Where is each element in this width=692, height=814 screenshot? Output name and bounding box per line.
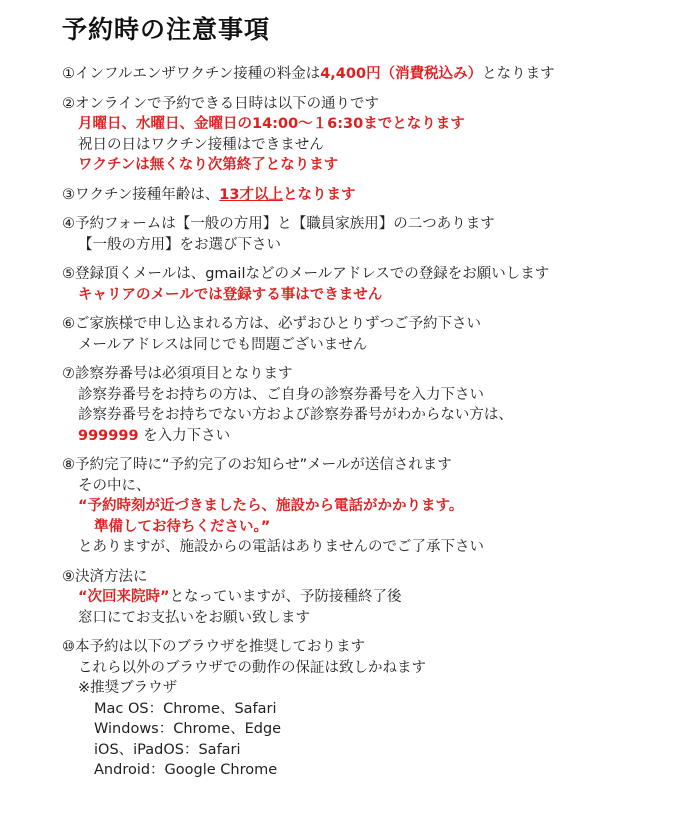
item-8-line-3: “予約時刻が近づきましたら、施設から電話がかかります。 (78, 498, 464, 514)
vaccine-price: 4,400円（消費税込み） (320, 66, 483, 82)
item-2-line-3: 祝日の日はワクチン接種はできません (78, 136, 324, 153)
notice-item-9 (62, 567, 682, 629)
item-7-line-1: ⑦診察券番号は必須項目となります (62, 366, 293, 382)
browser-item: Windows：Chrome、Edge (94, 721, 282, 737)
notice-item-8 (62, 455, 682, 558)
item-8-line-5: とありますが、施設からの電話はありませんのでご了承下さい (78, 539, 484, 555)
notice-item-7 (62, 364, 682, 446)
item-2-line-4: ワクチンは無くなり次第終了となります (78, 157, 339, 173)
notice-item-6 (62, 314, 682, 355)
default-card-number: 999999 (78, 427, 139, 444)
item-4-line-1: ④予約フォームは【一般の方用】と【職員家族用】の二つあります (62, 216, 495, 232)
browser-item: iOS、iPadOS：Safari (94, 741, 241, 758)
notice-item-10 (62, 637, 682, 781)
item-8-line-2: その中に、 (78, 477, 151, 494)
payment-timing: “次回来院時” (78, 589, 170, 605)
item-7-line-4-text: を入力下さい (138, 427, 231, 444)
item-9-line-2 (62, 587, 682, 608)
notice-list (62, 64, 682, 790)
item-7-line-2: 診察券番号をお持ちの方は、ご自身の診察券番号を入力下さい (78, 386, 484, 403)
item-9-line-1: ⑨決済方法に (62, 568, 148, 585)
notice-item-3 (62, 185, 682, 206)
item-6-line-1: ⑥ご家族様で申し込まれる方は、必ずおひとりずつご予約下さい (62, 316, 481, 332)
item-8-line-4: 準備してお待ちください。” (94, 518, 271, 535)
item-5-line-1: ⑤登録頂くメールは、gmailなどのメールアドレスでの登録をお願いします (62, 266, 550, 282)
item-1-text-a: ①インフルエンザワクチン接種の料金は (62, 66, 321, 82)
notice-item-5 (62, 264, 682, 305)
item-7-line-4 (62, 426, 682, 447)
age-requirement: 13才以上 (219, 186, 283, 203)
page-title: 予約時の注意事項 (62, 15, 271, 44)
browser-item: Mac OS：Chrome、Safari (94, 700, 277, 717)
item-10-line-1: ⑩本予約は以下のブラウザを推奨しております (62, 639, 365, 655)
item-5-line-2: キャリアのメールでは登録する事はできません (78, 286, 383, 303)
item-2-line-1: ②オンラインで予約できる日時は以下の通りです (62, 95, 380, 112)
notice-item-2 (62, 94, 682, 176)
notice-item-1 (62, 64, 682, 85)
item-3-text-c: となります (282, 186, 356, 203)
item-3-text-a: ③ワクチン接種年齢は、 (62, 186, 220, 203)
reservation-hours: 月曜日、水曜日、金曜日の14:00～１6:30までとなります (78, 116, 465, 132)
item-8-line-1: ⑧予約完了時に“予約完了のお知らせ”メールが送信されます (62, 457, 452, 473)
item-10-line-2: これら以外のブラウザでの動作の保証は致しかねます (78, 659, 426, 676)
notice-item-4 (62, 214, 682, 255)
item-9-line-3: 窓口にてお支払いをお願い致します (78, 609, 310, 626)
item-4-line-2: 【一般の方用】をお選び下さい (78, 236, 281, 253)
item-10-line-3: ※推奨ブラウザ (78, 680, 178, 696)
browser-item: Android：Google Chrome (94, 762, 278, 778)
item-9-line-2-text: となっていますが、予防接種終了後 (169, 589, 402, 605)
item-1-line (62, 64, 682, 85)
item-6-line-2: メールアドレスは同じでも問題ございません (78, 336, 368, 353)
item-7-line-3: 診察券番号をお持ちでない方および診察券番号がわからない方は、 (78, 407, 513, 423)
item-1-text-c: となります (482, 66, 555, 82)
item-3-line (62, 185, 682, 206)
